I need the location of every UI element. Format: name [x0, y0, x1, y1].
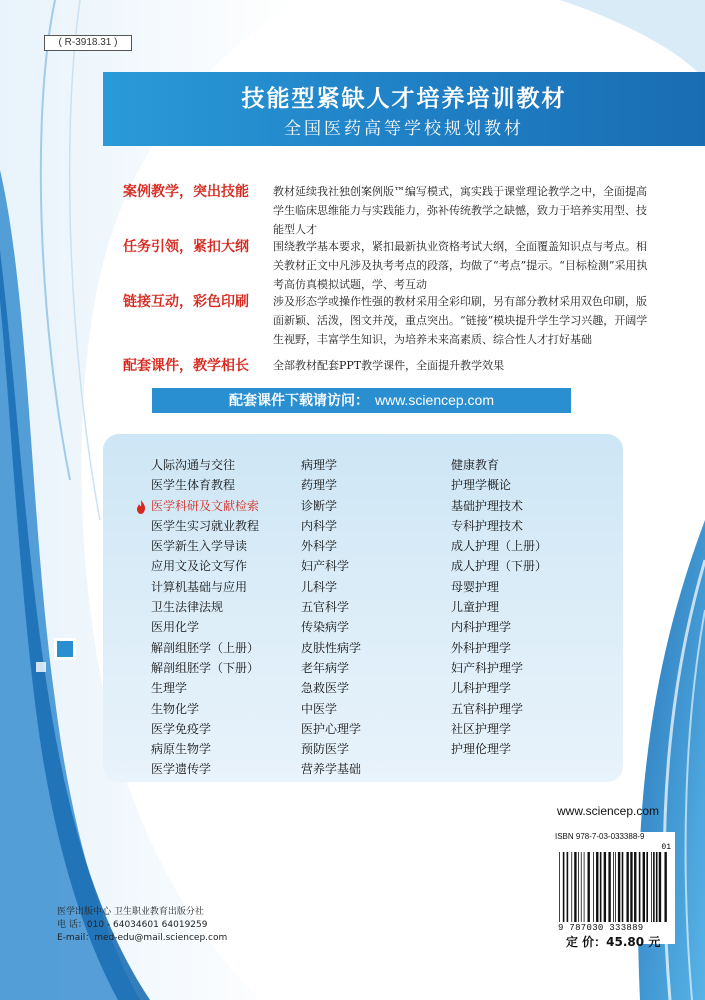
- list-item: 儿童护理: [451, 600, 500, 615]
- barcode-bar: [600, 852, 602, 922]
- barcode-bar: [593, 852, 594, 922]
- list-item: 卫生法律法规: [151, 600, 224, 615]
- barcode-bar: [639, 852, 641, 922]
- barcode-bar: [574, 852, 576, 922]
- barcode-bar: [563, 852, 565, 922]
- list-item: 预防医学: [301, 742, 350, 757]
- catalog-code-tag: ( R-3918.31 ): [44, 35, 132, 51]
- barcode-bar: [646, 852, 648, 922]
- list-item: 医学新生入学导读: [151, 539, 248, 554]
- barcode-bar: [596, 852, 598, 922]
- publisher-email: E-mail：med-edu@mail.sciencep.com: [57, 933, 228, 943]
- list-item: 计算机基础与应用: [151, 579, 248, 594]
- list-item: 成人护理（下册）: [451, 559, 548, 574]
- feature-text: 涉及形态学或操作性强的教材采用全彩印刷，另有部分教材采用双色印刷，版面新颖、活泼，图文并茂，重点突出。“链接”模块提升学生学习兴趣，开阔学生视野，丰富学生知识，为培养未来高素质、综合性人才打好基础: [273, 295, 648, 346]
- barcode-bar: [571, 852, 572, 922]
- decorative-square: [57, 641, 73, 657]
- list-item: 妇产科护理学: [451, 660, 524, 675]
- list-item: 急救医学: [301, 681, 350, 696]
- list-item: 老年病学: [301, 660, 350, 675]
- list-item: 人际沟通与交往: [151, 458, 236, 472]
- publisher-name: 医学出版中心 卫生职业教育出版分社: [57, 907, 204, 917]
- barcode-bar: [588, 852, 590, 922]
- book-column-clinical: [301, 455, 361, 780]
- list-item: 社区护理学: [451, 721, 512, 736]
- list-item: 内科护理学: [451, 620, 512, 635]
- list-item: 皮肤性病学: [301, 640, 362, 655]
- book-list-panel: [103, 434, 623, 782]
- list-item: 诊断学: [301, 498, 338, 513]
- barcode-bar: [613, 852, 614, 922]
- barcode-bar: [659, 852, 661, 922]
- list-item: 外科学: [301, 539, 338, 554]
- list-item: 生理学: [151, 681, 188, 696]
- publisher-info: [57, 906, 227, 945]
- list-item: 生物化学: [151, 701, 200, 716]
- list-item: 专科护理技术: [451, 518, 524, 533]
- publisher-website[interactable]: www.sciencep.com: [557, 804, 660, 818]
- barcode-bar: [622, 852, 624, 922]
- list-item: 护理伦理学: [451, 742, 512, 757]
- price: 定 价：45.80 元: [566, 935, 661, 949]
- isbn-addon: 01: [661, 843, 671, 852]
- list-item: 内科学: [301, 518, 338, 533]
- barcode-bar: [581, 852, 582, 922]
- list-item: 医学生体育教程: [151, 478, 236, 493]
- list-item: 传染病学: [301, 620, 350, 635]
- barcode-bar: [615, 852, 616, 922]
- list-item: 解剖组胚学（上册）: [151, 640, 260, 655]
- barcode-bar: [567, 852, 569, 922]
- feature-heading: 案例教学，突出技能: [123, 184, 249, 200]
- barcode-bar: [651, 852, 652, 922]
- barcode-bar: [618, 852, 620, 922]
- download-label: 配套课件下载请访问：: [228, 393, 369, 409]
- isbn-barcode-box: [555, 832, 675, 944]
- isbn-number: ISBN 978-7-03-033388-9: [555, 832, 645, 841]
- list-item: 病理学: [301, 458, 338, 472]
- list-item: 医护心理学: [301, 721, 362, 736]
- feature-text: 围绕教学基本要求，紧扣最新执业资格考试大纲，全面覆盖知识点与考点。相关教材正文中凡涉及执考考点的段落，均做了“考点”提示。“目标检测”采用执考高仿真模拟试题，学、考互动: [273, 240, 648, 291]
- list-item: 五官科护理学: [451, 701, 524, 716]
- feature-text: 全部教材配套PPT教学课件，全面提升教学效果: [273, 359, 505, 372]
- feature-heading: 配套课件，教学相长: [123, 358, 249, 374]
- barcode: [558, 852, 672, 922]
- list-item: 病原生物学: [151, 742, 212, 757]
- list-item: 基础护理技术: [451, 498, 524, 513]
- barcode-bar: [608, 852, 610, 922]
- list-item: 中医学: [301, 701, 338, 716]
- list-item: 应用文及论文写作: [151, 559, 248, 574]
- feature-heading: 链接互动，彩色印刷: [123, 294, 249, 310]
- download-url-link[interactable]: www.sciencep.com: [374, 392, 495, 408]
- series-subtitle: 全国医药高等学校规划教材: [284, 119, 524, 139]
- list-item: 母婴护理: [451, 579, 500, 594]
- barcode-bar: [604, 852, 606, 922]
- list-item: 儿科护理学: [451, 681, 512, 696]
- series-banner: [103, 72, 705, 146]
- barcode-bar: [653, 852, 655, 922]
- publisher-phone: 电 话：010 - 64034601 64019259: [57, 920, 208, 930]
- barcode-bar: [634, 852, 636, 922]
- barcode-bar: [584, 852, 585, 922]
- decorative-square: [36, 662, 46, 672]
- list-item: 五官科学: [301, 600, 350, 615]
- barcode-bar: [656, 852, 658, 922]
- list-item: 医学遗传学: [151, 762, 212, 777]
- barcode-bar: [630, 852, 632, 922]
- list-item: 健康教育: [451, 458, 500, 472]
- flame-icon: [136, 500, 146, 514]
- barcode-bar: [643, 852, 645, 922]
- list-item: 成人护理（上册）: [451, 539, 548, 554]
- list-item: 解剖组胚学（下册）: [151, 660, 260, 675]
- list-item: 医用化学: [151, 620, 200, 635]
- list-item: 儿科学: [301, 579, 338, 594]
- barcode-bar: [626, 852, 628, 922]
- list-item: 医学免疫学: [151, 721, 212, 736]
- barcode-bar: [664, 852, 666, 922]
- list-item: 护理学概论: [451, 478, 512, 493]
- series-title: 技能型紧缺人才培养培训教材: [241, 86, 567, 112]
- list-item: 营养学基础: [301, 762, 362, 777]
- list-item: 药理学: [301, 478, 338, 493]
- list-item: 外科护理学: [451, 640, 512, 655]
- list-item: 妇产科学: [301, 559, 350, 574]
- feature-text: 教材延续我社独创案例版™编写模式，寓实践于课堂理论教学之中，全面提高学生临床思维能力与实践能力，弥补传统教学之缺憾，致力于培养实用型、技能型人才: [273, 185, 647, 236]
- book-column-general: [151, 455, 259, 780]
- list-item-highlighted: 医学科研及文献检索: [151, 498, 260, 513]
- download-bar: [152, 388, 571, 413]
- book-column-nursing: [451, 455, 547, 759]
- feature-heading: 任务引领，紧扣大纲: [123, 239, 249, 255]
- barcode-bar: [578, 852, 579, 922]
- barcode-bar: [559, 852, 560, 922]
- barcode-digits: 9 787030 333889: [558, 923, 644, 933]
- list-item: 医学生实习就业教程: [151, 518, 260, 533]
